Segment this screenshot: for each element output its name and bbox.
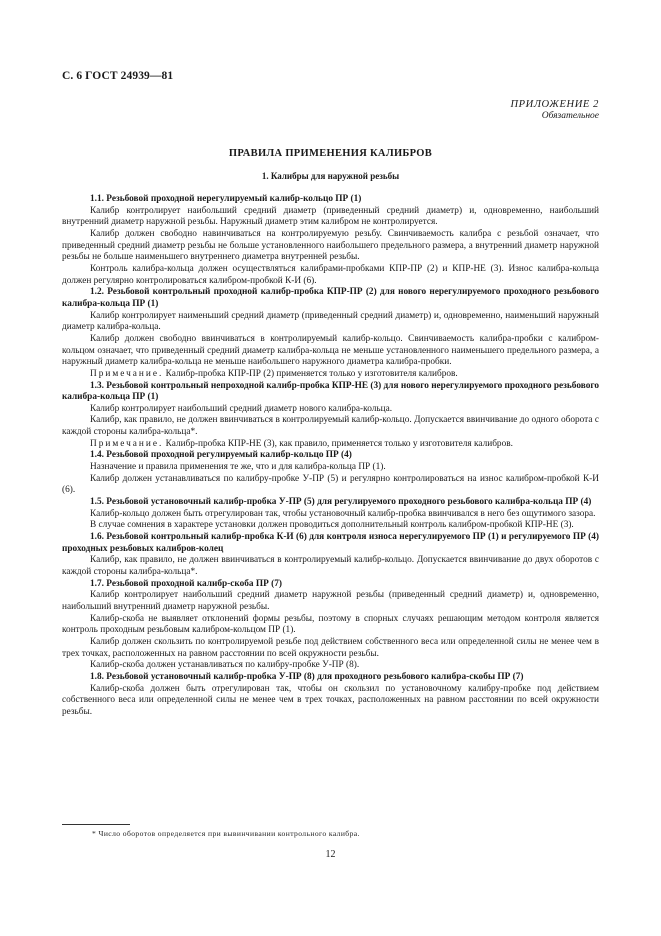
appendix-status: Обязательное: [541, 111, 599, 121]
body-paragraph: Калибр-скоба не выявляет отклонений формы резьбы, поэтому в спорных случаях решающим методом контроля является контроль проходным резьбовым калибром-кольцом ПР (1).: [62, 613, 599, 636]
clause-heading: 1.5. Резьбовой установочный калибр-пробка У-ПР (5) для регулируемого проходного резьбового калибра-кольца ПР (4): [90, 497, 592, 508]
body-paragraph: Калибр должен скользить по контролируемой резьбе под действием собственного веса или определенной силы не менее чем в трех точках, расположенных на равном расстоянии по всей окружности резьбы.: [62, 636, 599, 659]
body-paragraph: Калибр контролирует наибольший средний диаметр (приведенный средний диаметр) и, одновременно, наибольший внутренний диаметр наружной резьбы. Наружный диаметр этим калибром не контролируется.: [62, 205, 599, 228]
appendix-label: [510, 99, 599, 121]
body-paragraph: Калибр-скоба должен быть отрегулирован так, чтобы он скользил по установочному калибру-пробке под действием собственного веса или определенной силы не менее чем в трех точках, расположенных на равном расстоянии по всей окружности резьбы.: [62, 683, 599, 717]
section-title: ПРАВИЛА ПРИМЕНЕНИЯ КАЛИБРОВ: [228, 148, 433, 159]
body-paragraph: Калибр-кольцо должен быть отрегулирован так, чтобы установочный калибр-пробка ввинчивался в него без ощутимого зазора.: [90, 508, 596, 519]
footnote-divider: [62, 824, 130, 825]
body-paragraph: Калибр должен устанавливаться по калибру-пробке У-ПР (5) и регулярно контролироваться на износ калибром-пробкой К-И (6).: [62, 473, 599, 496]
clause-heading: 1.6. Резьбовой контрольный калибр-пробка К-И (6) для контроля износа нерегулируемого ПР (1) и регулируемого ПР (4) проходных резьбовых калибров-колец: [62, 532, 599, 554]
clause-heading: 1.4. Резьбовой проходной регулируемый калибр-кольцо ПР (4): [90, 450, 352, 461]
clause-heading: 1.2. Резьбовой контрольный проходной калибр-пробка КПР-ПР (2) для нового нерегулируемого проходного резьбового калибра-кольца ПР (1): [62, 287, 599, 309]
clause-heading: 1.1. Резьбовой проходной нерегулируемый калибр-кольцо ПР (1): [90, 194, 362, 204]
clause-heading: 1.7. Резьбовой проходной калибр-скоба ПР (7): [90, 578, 282, 589]
section-subtitle: 1. Калибры для наружной резьбы: [261, 171, 400, 181]
body-paragraph: Калибр должен свободно ввинчиваться в контролируемый калибр-кольцо. Свинчиваемость калибра-пробки с калибром-кольцом означает, что приведенный средний диаметр калибра-кольца не меньше установленного наименьшего предельного размера, а наружный диаметр калибра-кольца не меньше наибольшего наружного диаметра калибра-пробки.: [62, 333, 599, 368]
footnote: * Число оборотов определяется при вывинчивании контрольного калибра.: [92, 829, 360, 838]
body-paragraph: Калибр-скоба должен устанавливаться по калибру-пробке У-ПР (8).: [90, 660, 360, 671]
document-header: С. 6 ГОСТ 24939—81: [62, 70, 174, 82]
body-paragraph: Калибр, как правило, не должен ввинчиваться в контролируемый калибр-кольцо. Допускается ввинчивание до двух оборотов с каждой стороны калибра-кольца*.: [62, 555, 599, 577]
note-paragraph: [62, 369, 599, 381]
body-paragraph: Калибр должен свободно навинчиваться на контролируемую резьбу. Свинчиваемость калибра с резьбой означает, что приведенный средний диаметр резьбы не больше установленного наибольшего предельного размера, а внутренний диаметр наружной резьбы не больше наименьшего внутреннего диаметра внутренней резьбы.: [62, 228, 599, 263]
body-paragraph: Калибр, как правило, не должен ввинчиваться в контролируемый калибр-кольцо. Допускается ввинчивание до одного оборота с каждой стороны калибра-кольца*.: [62, 415, 599, 438]
clause-heading: 1.8. Резьбовой установочный калибр-пробка У-ПР (8) для проходного резьбового калибра-скобы ПР (7): [90, 671, 524, 682]
body-paragraph: Калибр контролирует наибольший средний диаметр нового калибра-кольца.: [90, 403, 393, 414]
note-label: Примечание.: [90, 368, 164, 379]
appendix-title: ПРИЛОЖЕНИЕ 2: [510, 99, 599, 110]
clause-heading: 1.3. Резьбовой контрольный непроходной калибр-пробка КПР-НЕ (3) для нового нерегулируемого проходного резьбового калибра-кольца ПР (1): [62, 380, 599, 403]
document-body: [62, 194, 599, 719]
note-paragraph: [62, 439, 599, 451]
note-label: Примечание.: [90, 438, 164, 449]
body-paragraph: В случае сомнения в характере установки должен проводиться дополнительный контроль калибром-пробкой КПР-НЕ (3).: [90, 520, 574, 531]
page-number: 12: [325, 849, 336, 860]
body-paragraph: Калибр контролирует наибольший средний диаметр наружной резьбы (приведенный средний диаметр) и, одновременно, наибольший внутренний диаметр наружной резьбы.: [62, 590, 599, 612]
body-paragraph: Назначение и правила применения те же, что и для калибра-кольца ПР (1).: [90, 462, 386, 473]
body-paragraph: Контроль калибра-кольца должен осуществляться калибрами-пробками КПР-ПР (2) и КПР-НЕ (3). Износ калибра-кольца должен регулярно контролироваться калибром-пробкой К-И (6).: [62, 263, 599, 286]
note-text: Калибр-пробка КПР-НЕ (3), как правило, применяется только у изготовителя калибров.: [165, 438, 513, 449]
note-text: Калибр-пробка КПР-ПР (2) применяется только у изготовителя калибров.: [165, 368, 458, 379]
body-paragraph: Калибр контролирует наименьший средний диаметр (приведенный средний диаметр) и, одновременно, наименьший наружный диаметр калибра-кольца.: [62, 310, 599, 333]
